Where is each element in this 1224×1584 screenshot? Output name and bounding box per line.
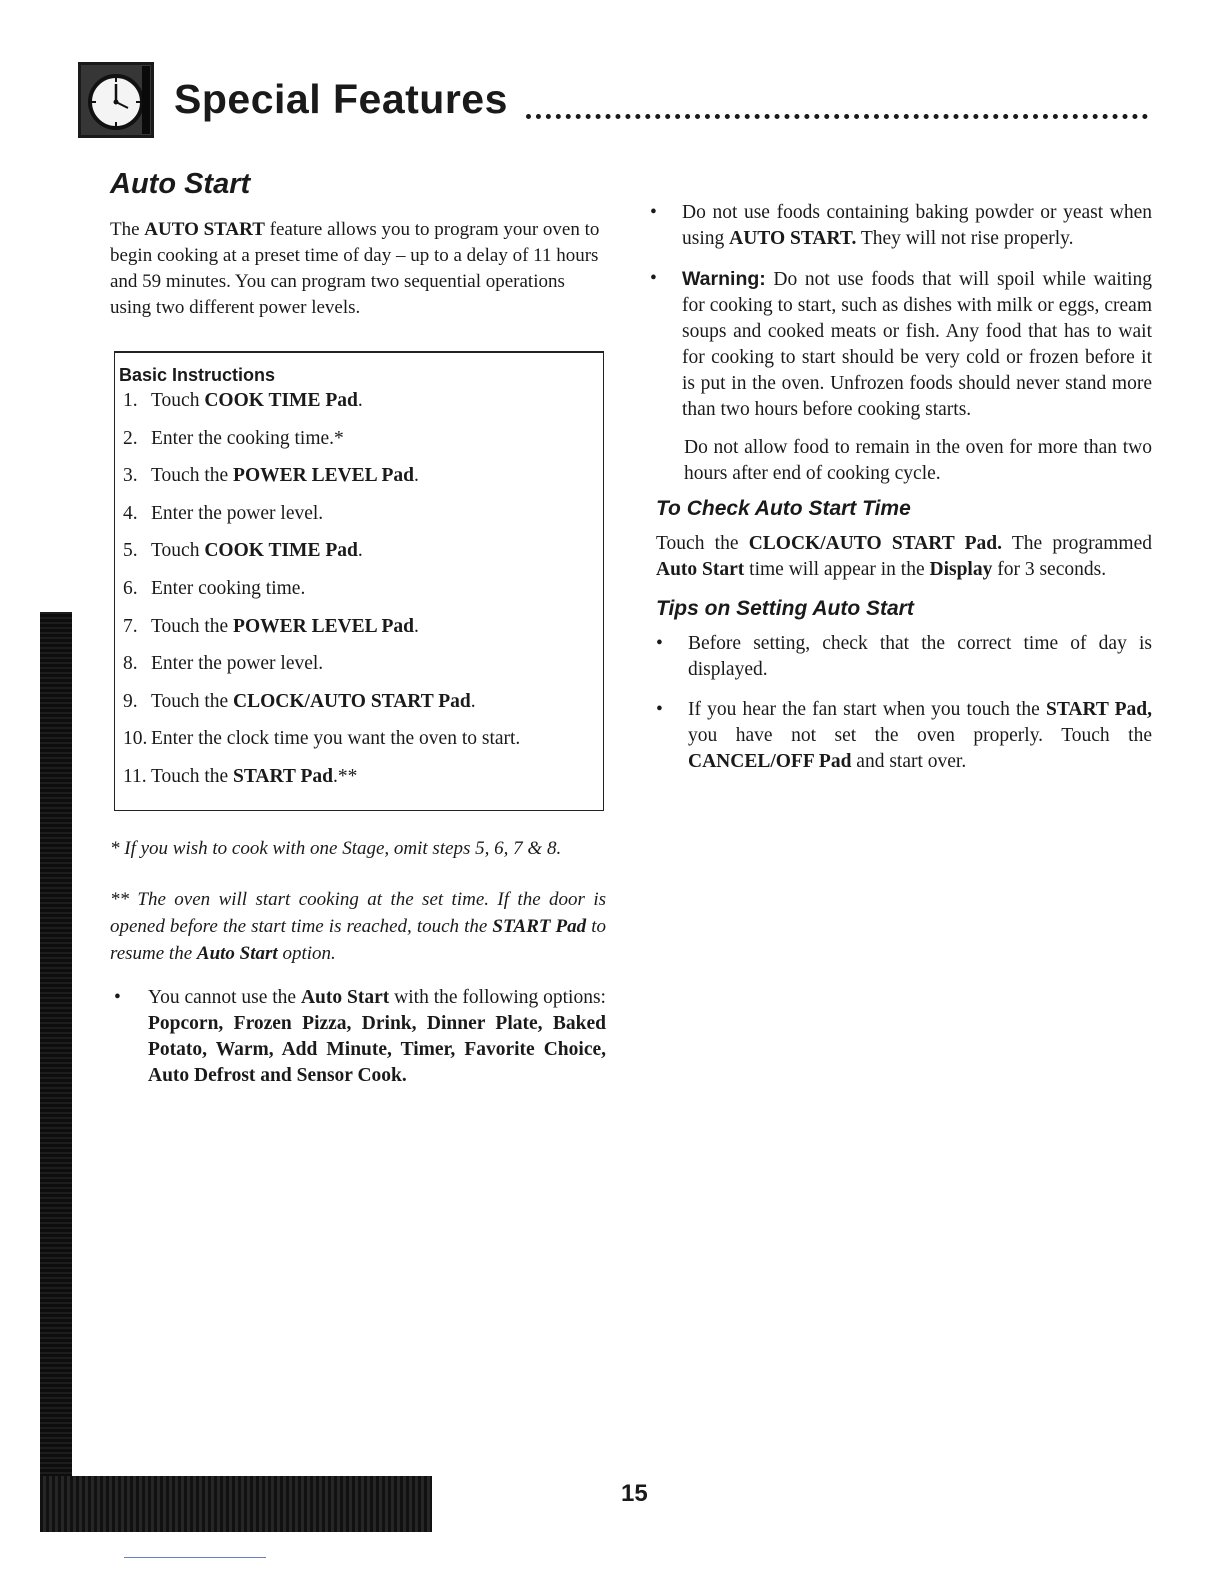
- instruction-step: [115, 426, 603, 464]
- instructions-title: Basic Instructions: [119, 365, 276, 385]
- bottom-tab-bar: [40, 1476, 432, 1532]
- instructions-list: [115, 388, 603, 802]
- step-text: Enter the power level.: [151, 502, 324, 524]
- step-number: 10.: [123, 728, 148, 750]
- basic-instructions-box: [114, 351, 604, 811]
- check-auto-start-text: Touch the CLOCK/AUTO START Pad. The programmed Auto Start time will appear in the Display for 3 seconds.: [656, 533, 1152, 580]
- check-auto-start-title: To Check Auto Start Time: [656, 497, 911, 520]
- footer-rule: [124, 1557, 266, 1558]
- step-number: 8.: [123, 653, 138, 675]
- step-text: Touch the POWER LEVEL Pad.: [151, 465, 419, 487]
- step-number: 9.: [123, 690, 138, 712]
- warning-bullet: [650, 266, 1152, 423]
- bullet-dot: •: [656, 699, 663, 720]
- step-number: 2.: [123, 427, 138, 449]
- tip-item: [650, 697, 1152, 775]
- step-text: Touch the CLOCK/AUTO START Pad.: [151, 690, 476, 712]
- tip-text: Before setting, check that the correct time of day is displayed.: [688, 633, 1152, 680]
- bullet-dot: •: [114, 987, 121, 1008]
- instruction-step: [115, 463, 603, 501]
- footnote-start-time: ** The oven will start cooking at the set time. If the door is opened before the start time is reached, touch the START Pad to resume the Auto Start option.: [110, 889, 607, 964]
- tip-text: If you hear the fan start when you touch the START Pad, you have not set the oven properly. Touch the CANCEL/OFF Pad and start over.: [688, 699, 1153, 772]
- step-text: Touch COOK TIME Pad.: [151, 390, 363, 411]
- instruction-step: [115, 726, 603, 764]
- step-number: 11.: [123, 765, 147, 787]
- page-title: Special Features: [174, 76, 508, 122]
- left-column: [110, 168, 606, 1089]
- instruction-step: [115, 576, 603, 614]
- intro-paragraph: The AUTO START feature allows you to program your oven to begin cooking at a preset time of day – up to a delay of 11 hours and 59 minutes. You can program two sequential operations using two different power levels.: [110, 219, 600, 318]
- options-bullet: [110, 985, 606, 1089]
- instruction-step: [115, 764, 603, 802]
- right-column: [650, 200, 1152, 789]
- page-header: [78, 60, 1148, 140]
- step-number: 5.: [123, 540, 138, 562]
- warning-text: Do not use foods that will spoil while waiting for cooking to start, such as dishes with milk or eggs, cream soups and cooked meats or fish. Any food that has to wait for cooking to start should be very cold or frozen before it is put in the oven. Unfrozen foods should never stand more than two hours before cooking starts.: [682, 269, 1152, 420]
- footnote-one-stage: * If you wish to cook with one Stage, omit steps 5, 6, 7 & 8.: [110, 838, 562, 859]
- step-text: Enter the clock time you want the oven to start.: [151, 728, 521, 750]
- step-text: Touch the START Pad.**: [151, 765, 358, 787]
- step-text: Enter the power level.: [151, 653, 324, 675]
- bullet-dot: •: [650, 268, 657, 289]
- step-number: 6.: [123, 577, 138, 599]
- step-number: 4.: [123, 502, 138, 524]
- side-tab-bar: [40, 612, 72, 1532]
- warning-followup: Do not allow food to remain in the oven for more than two hours after end of cooking cycle.: [684, 437, 1152, 484]
- instruction-step: [115, 388, 603, 426]
- bullet-dot: •: [650, 202, 657, 223]
- step-text: Touch COOK TIME Pad.: [151, 540, 363, 562]
- options-text: You cannot use the Auto Start with the following options: Popcorn, Frozen Pizza, Drink, Dinner Plate, Baked Potato, Warm, Add Minute, Timer, Favorite Choice, Auto Defrost and Sensor Cook.: [148, 987, 606, 1086]
- step-text: Enter cooking time.: [151, 577, 306, 599]
- step-number: 1.: [123, 390, 138, 411]
- warning-label: Warning:: [682, 268, 766, 290]
- instruction-step: [115, 651, 603, 689]
- tip-item: [650, 631, 1152, 683]
- section-title: Auto Start: [110, 168, 251, 200]
- instruction-step: [115, 501, 603, 539]
- instruction-step: [115, 538, 603, 576]
- instruction-step: [115, 614, 603, 652]
- step-number: 7.: [123, 615, 138, 637]
- step-text: Enter the cooking time.*: [151, 427, 344, 449]
- title-dot-leader: [526, 84, 1148, 119]
- baking-powder-bullet: [650, 200, 1152, 252]
- page-number: 15: [621, 1480, 648, 1507]
- baking-powder-text: Do not use foods containing baking powder or yeast when using AUTO START. They will not rise properly.: [682, 202, 1152, 249]
- instruction-step: [115, 689, 603, 727]
- clock-icon: [78, 62, 154, 138]
- step-number: 3.: [123, 465, 138, 487]
- tips-title: Tips on Setting Auto Start: [656, 597, 914, 620]
- bullet-dot: •: [656, 633, 663, 654]
- step-text: Touch the POWER LEVEL Pad.: [151, 615, 419, 637]
